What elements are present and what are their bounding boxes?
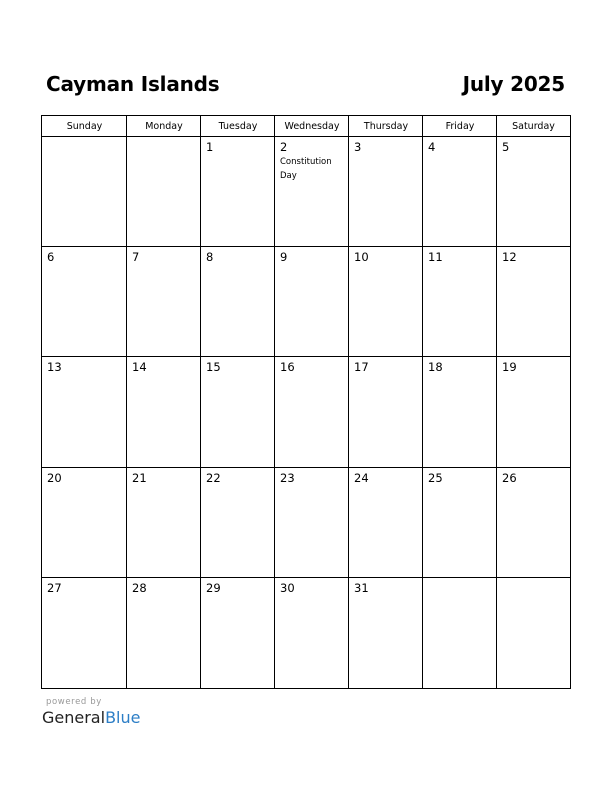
day-number: 27 bbox=[47, 580, 62, 595]
day-cell[interactable] bbox=[42, 247, 127, 357]
day-number: 18 bbox=[428, 360, 443, 375]
day-number: 31 bbox=[354, 580, 369, 595]
week-row bbox=[42, 357, 570, 467]
day-cell[interactable] bbox=[423, 578, 497, 688]
weekday-wednesday: Wednesday bbox=[284, 121, 340, 132]
day-number: 17 bbox=[354, 360, 369, 375]
brand-blue-text: Blue bbox=[105, 708, 141, 727]
day-cell[interactable] bbox=[497, 468, 570, 578]
day-cell[interactable] bbox=[201, 247, 275, 357]
day-number: 8 bbox=[206, 250, 214, 265]
weekday-sunday: Sunday bbox=[66, 121, 103, 132]
day-cell[interactable] bbox=[42, 578, 127, 688]
brand-general-text: General bbox=[42, 708, 106, 727]
holiday-event: Constitution Day bbox=[280, 157, 332, 181]
day-cell[interactable] bbox=[275, 357, 349, 467]
day-cell[interactable] bbox=[349, 468, 423, 578]
calendar-country-title: Cayman Islands bbox=[46, 72, 220, 96]
day-cell[interactable] bbox=[127, 468, 201, 578]
weekday-tuesday: Tuesday bbox=[218, 121, 258, 132]
week-row bbox=[42, 247, 570, 357]
day-number: 15 bbox=[206, 360, 221, 375]
day-number: 5 bbox=[502, 140, 510, 154]
calendar-month-title: July 2025 bbox=[462, 72, 565, 96]
day-number: 29 bbox=[206, 580, 221, 595]
day-number: 10 bbox=[354, 250, 369, 265]
day-number: 26 bbox=[502, 470, 517, 485]
day-cell[interactable] bbox=[497, 247, 570, 357]
column-divider bbox=[200, 116, 201, 688]
day-cell[interactable] bbox=[127, 137, 201, 247]
weekday-header-row bbox=[42, 116, 570, 137]
day-number: 30 bbox=[280, 580, 295, 595]
powered-by-label: powered by bbox=[46, 697, 102, 707]
day-number: 20 bbox=[47, 470, 62, 485]
day-cell[interactable] bbox=[349, 247, 423, 357]
day-cell[interactable] bbox=[42, 468, 127, 578]
day-cell[interactable] bbox=[42, 357, 127, 467]
day-cell[interactable] bbox=[127, 578, 201, 688]
day-cell[interactable] bbox=[127, 357, 201, 467]
day-number: 12 bbox=[502, 250, 517, 265]
column-divider bbox=[274, 116, 275, 688]
day-number: 3 bbox=[354, 140, 362, 154]
day-number: 14 bbox=[132, 360, 147, 375]
day-number: 9 bbox=[280, 250, 288, 265]
week-row bbox=[42, 468, 570, 578]
day-number: 23 bbox=[280, 470, 295, 485]
day-number: 2 bbox=[280, 140, 288, 154]
day-number: 13 bbox=[47, 360, 62, 375]
day-number: 21 bbox=[132, 470, 147, 485]
day-cell[interactable] bbox=[275, 137, 349, 247]
day-cell[interactable] bbox=[201, 357, 275, 467]
weekday-monday: Monday bbox=[145, 121, 183, 132]
day-cell[interactable] bbox=[497, 137, 570, 247]
day-number: 7 bbox=[132, 250, 140, 265]
calendar-grid bbox=[41, 115, 571, 689]
day-number: 1 bbox=[206, 140, 214, 154]
day-cell[interactable] bbox=[423, 468, 497, 578]
day-number: 11 bbox=[428, 250, 443, 265]
day-number: 6 bbox=[47, 250, 55, 265]
day-cell[interactable] bbox=[275, 578, 349, 688]
column-divider bbox=[496, 116, 497, 688]
weekday-saturday: Saturday bbox=[512, 121, 555, 132]
day-cell[interactable] bbox=[497, 357, 570, 467]
day-cell[interactable] bbox=[423, 357, 497, 467]
week-row bbox=[42, 578, 570, 688]
day-cell[interactable] bbox=[423, 137, 497, 247]
column-divider bbox=[422, 116, 423, 688]
day-cell[interactable] bbox=[497, 578, 570, 688]
day-number: 22 bbox=[206, 470, 221, 485]
column-divider bbox=[126, 116, 127, 688]
generalblue-logo[interactable] bbox=[42, 708, 140, 727]
day-cell[interactable] bbox=[275, 468, 349, 578]
day-cell[interactable] bbox=[275, 247, 349, 357]
day-number: 24 bbox=[354, 470, 369, 485]
day-number: 4 bbox=[428, 140, 436, 154]
column-divider bbox=[348, 116, 349, 688]
day-cell[interactable] bbox=[349, 357, 423, 467]
week-row bbox=[42, 137, 570, 247]
day-number: 25 bbox=[428, 470, 443, 485]
day-cell[interactable] bbox=[201, 578, 275, 688]
day-cell[interactable] bbox=[423, 247, 497, 357]
day-number: 28 bbox=[132, 580, 147, 595]
day-cell[interactable] bbox=[201, 137, 275, 247]
day-cell[interactable] bbox=[349, 137, 423, 247]
day-cell[interactable] bbox=[349, 578, 423, 688]
day-cell[interactable] bbox=[42, 137, 127, 247]
day-cell[interactable] bbox=[201, 468, 275, 578]
weekday-friday: Friday bbox=[445, 121, 475, 132]
day-number: 19 bbox=[502, 360, 517, 375]
day-number: 16 bbox=[280, 360, 295, 375]
weekday-thursday: Thursday bbox=[363, 121, 409, 132]
day-cell[interactable] bbox=[127, 247, 201, 357]
